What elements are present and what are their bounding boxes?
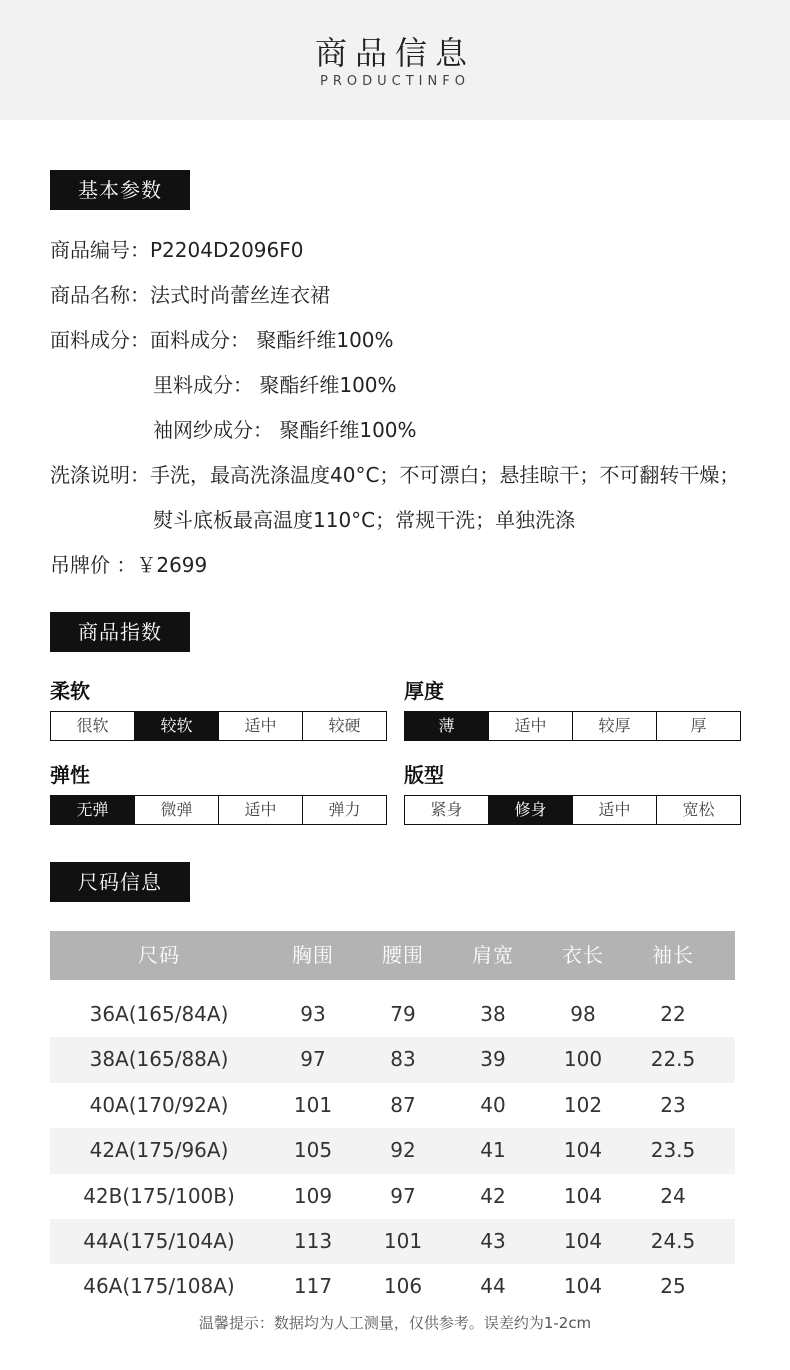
- index-option: 适中: [573, 796, 657, 824]
- index-option: 较厚: [573, 712, 657, 740]
- table-row: [50, 1219, 735, 1264]
- table-row: [50, 1037, 735, 1082]
- table-cell: 36A(165/84A): [89, 1002, 229, 1026]
- param-fabric-line: 面料成分： 聚酯纤维100%: [150, 328, 394, 352]
- param-name-value: 法式时尚蕾丝连衣裙: [150, 283, 330, 307]
- index-fit: [404, 761, 741, 825]
- index-option-selected: 修身: [489, 796, 573, 824]
- size-table-body: [50, 992, 735, 1310]
- size-header-cell: 腰围: [382, 943, 424, 967]
- index-option: 适中: [219, 796, 303, 824]
- table-cell: 92: [390, 1138, 416, 1163]
- param-code-value: P2204D2096F0: [150, 238, 304, 262]
- table-cell: 44: [480, 1274, 506, 1299]
- index-option: 厚: [690, 716, 707, 735]
- param-wash-key: 洗涤说明：: [50, 463, 150, 487]
- index-option: 紧身: [405, 796, 489, 824]
- param-fabric: [50, 326, 394, 354]
- table-cell: 42B(175/100B): [83, 1183, 235, 1208]
- page-subtitle: PRODUCTINFO: [320, 74, 470, 89]
- table-cell: 40: [480, 1092, 506, 1117]
- table-row: [50, 1128, 735, 1173]
- index-option: 弹力: [328, 800, 361, 819]
- table-cell: 46A(175/108A): [83, 1274, 235, 1299]
- table-cell: 25: [660, 1274, 686, 1299]
- size-note: 温馨提示：数据均为人工测量，仅供参考。误差约为1-2cm: [198, 1314, 592, 1332]
- table-cell: 42: [480, 1183, 506, 1208]
- index-option: 很软: [51, 712, 135, 740]
- table-cell: 39: [480, 1047, 506, 1072]
- table-cell: 87: [390, 1092, 416, 1117]
- index-option: 较硬: [328, 716, 361, 735]
- param-fabric-line: 袖网纱成分： 聚酯纤维100%: [153, 418, 417, 442]
- table-cell: 98: [570, 1002, 596, 1026]
- index-option: 适中: [219, 712, 303, 740]
- index-option-selected: 薄: [405, 712, 489, 740]
- size-header-cell: 胸围: [292, 943, 334, 967]
- table-cell: 106: [383, 1274, 423, 1299]
- table-cell: 40A(170/92A): [89, 1092, 229, 1117]
- index-option: 微弹: [135, 796, 219, 824]
- param-price-value: ￥2699: [136, 553, 208, 577]
- param-name-key: 商品名称：: [50, 283, 150, 307]
- table-cell: 113: [293, 1228, 333, 1253]
- table-cell: 105: [293, 1138, 333, 1163]
- table-cell: 104: [563, 1183, 603, 1208]
- table-cell: 24: [660, 1183, 686, 1208]
- param-fabric-line: 里料成分： 聚酯纤维100%: [153, 373, 397, 397]
- index-elastic-title: 弹性: [50, 763, 90, 787]
- table-cell: 97: [390, 1183, 416, 1208]
- index-option-selected: 无弹: [51, 796, 135, 824]
- size-header-cell: 衣长: [562, 943, 604, 967]
- param-wash: [50, 461, 739, 489]
- section-label-basic: 基本参数: [50, 170, 190, 210]
- table-cell: 43: [480, 1228, 506, 1253]
- param-price-key: 吊牌价 ：: [50, 553, 137, 577]
- table-cell: 97: [300, 1047, 326, 1072]
- table-cell: 42A(175/96A): [89, 1138, 229, 1163]
- table-cell: 93: [300, 1002, 326, 1026]
- table-cell: 104: [563, 1138, 603, 1163]
- table-cell: 22: [660, 1002, 686, 1026]
- table-cell: 83: [390, 1047, 416, 1072]
- index-fit-scale: [404, 795, 741, 825]
- table-cell: 79: [390, 1002, 416, 1026]
- size-header-cell: 肩宽: [472, 943, 514, 967]
- size-header-cell: 袖长: [652, 943, 694, 967]
- table-cell: 38: [480, 1002, 506, 1026]
- param-code: [50, 236, 304, 264]
- table-cell: 41: [480, 1138, 506, 1163]
- index-fit-title: 版型: [404, 763, 444, 787]
- index-soft: [50, 677, 387, 741]
- index-thick-title: 厚度: [404, 679, 444, 703]
- section-label-size: 尺码信息: [50, 862, 190, 902]
- index-soft-title: 柔软: [50, 679, 90, 703]
- index-soft-scale: [50, 711, 387, 741]
- table-row: [50, 1083, 735, 1128]
- table-cell: 104: [563, 1228, 603, 1253]
- param-fabric-key: 面料成分：: [50, 328, 150, 352]
- index-thick: [404, 677, 741, 741]
- param-name: [50, 281, 330, 309]
- table-cell: 44A(175/104A): [83, 1228, 235, 1253]
- table-cell: 22.5: [650, 1047, 696, 1072]
- table-row: [50, 1174, 735, 1219]
- table-row: [50, 992, 735, 1037]
- table-cell: 102: [563, 1092, 603, 1117]
- index-elastic-scale: [50, 795, 387, 825]
- table-cell: 100: [563, 1047, 603, 1072]
- param-wash-line: 熨斗底板最高温度110°C；常规干洗；单独洗涤: [153, 508, 576, 532]
- param-wash-line: 手洗，最高洗涤温度40°C；不可漂白；悬挂晾干；不可翻转干燥；: [150, 463, 740, 487]
- table-cell: 23: [660, 1092, 686, 1117]
- table-cell: 24.5: [650, 1228, 696, 1253]
- section-label-index: 商品指数: [50, 612, 190, 652]
- param-code-key: 商品编号：: [50, 238, 150, 262]
- index-option: 适中: [489, 712, 573, 740]
- size-table-header: [50, 931, 735, 980]
- page-title: 商品信息: [314, 34, 475, 72]
- index-elastic: [50, 761, 387, 825]
- table-cell: 23.5: [650, 1138, 696, 1163]
- table-cell: 117: [293, 1274, 333, 1299]
- index-option: 宽松: [682, 800, 715, 819]
- table-cell: 109: [293, 1183, 333, 1208]
- page-header: [0, 0, 790, 120]
- size-table: [50, 931, 735, 1310]
- table-cell: 101: [293, 1092, 333, 1117]
- size-header-cell: 尺码: [138, 943, 180, 967]
- table-cell: 38A(165/88A): [89, 1047, 229, 1072]
- table-row: [50, 1264, 735, 1309]
- index-thick-scale: [404, 711, 741, 741]
- index-option-selected: 较软: [135, 712, 219, 740]
- table-cell: 104: [563, 1274, 603, 1299]
- param-price: [50, 551, 207, 579]
- table-cell: 101: [383, 1228, 423, 1253]
